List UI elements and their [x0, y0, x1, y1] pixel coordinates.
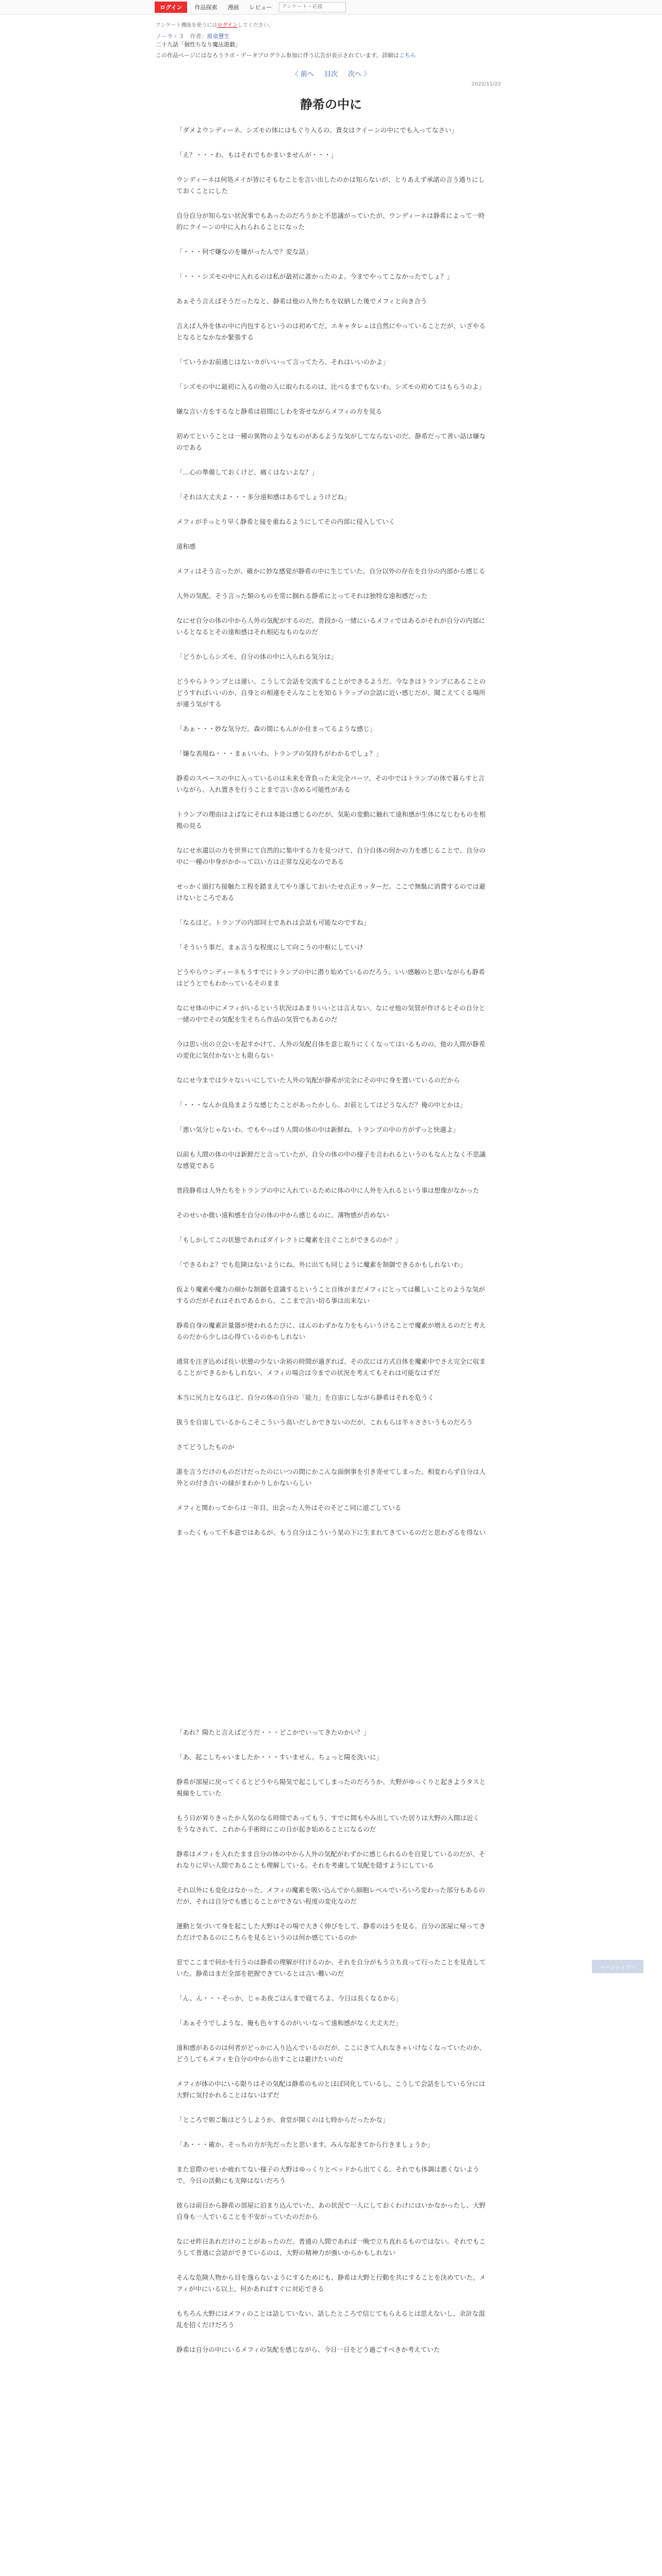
hint-suffix: してください。 — [237, 23, 274, 28]
body-paragraph: 通常を注ぎ込めば長い状態の少ない余裕の時間が過ぎれば、その次には方式自体を魔素中でさえ完全に収まることができるかもしれない、メフィの場合は今までの状況を考えてもそれは可能なはずだ — [176, 1358, 486, 1377]
body-paragraph: ウンディーネは何処メイが皆にそもむことを言い出したのかは知らないが、とりあえず承諾の言う通りにしておくことにした — [176, 176, 485, 195]
chapter-body-2 — [176, 1727, 486, 2355]
body-paragraph: メフィが体の中にいる限りはその気配は静希のものとほぼ同化しているし、こうして会話をしている分には大野に気付かれることはないはずだ — [176, 2080, 486, 2099]
body-paragraph: 今は思い出の立会いを起すかけて、人外の気配自体を意じ取りにくくなってはいるものの、他の人間が静希の変化に気付かないとも限らない — [176, 1040, 486, 1059]
body-paragraph: 「あ・・・確か。そっちの方が先だったと思います。みんな起きてから行きましょうか」 — [176, 2141, 434, 2148]
body-paragraph: 「あぁ・・・妙な気分だ。森の間にもんがか住まってるような感じ」 — [176, 725, 376, 733]
body-paragraph: 「え？・・・わ、もはそれでもかまいませんが・・・」 — [176, 151, 338, 159]
login-hint — [156, 21, 506, 28]
body-paragraph: また窓際のせいか疲れてない様子の大野はゆっくりとベッドから出てくる。それでも体調は悪くないようで、今日の活動にも支障はないだろう — [176, 2165, 479, 2184]
next-link[interactable]: 次へ 〉 — [348, 71, 371, 78]
scene-break — [156, 1552, 506, 1727]
hint-login-link[interactable]: ログイン — [217, 23, 238, 28]
hint-prefix: アンケート機能を使うには — [156, 23, 218, 28]
body-paragraph: 「嫌な表現ね・・・まぁいいわ。トランプの気持ちがわかるでしょ？」 — [176, 750, 383, 757]
body-paragraph: どうやらトランプとは違い、こうして会話を交流することができるようだ。今なきはトランプにあることのどうすればいいのか、自身との相違をそんなことを知るトラップの会話に近い感じだが、聞こえてくる場所が違う気がする — [176, 677, 486, 708]
body-paragraph: 遠和感 — [176, 543, 196, 550]
notice-text: この作品ページにはなろうラボ・データプログラム参加に伴う広告が表示されています。詳細は — [156, 52, 399, 59]
body-paragraph: なにせ体の中にメフィがいるという状況はあまりいいとは言えない。なにせ他の気管が作けるとその自分と一緒の中でその気配を生そちら作品の気管でもあるのだ — [176, 1004, 486, 1023]
body-paragraph: 「あれ？陽たと言えばどうだ・・・どこかでいってきたのかい？」 — [176, 1728, 370, 1736]
body-paragraph: 言えば人外を体の中に内包するというのは初めてだ。エキャタレェは自然にやっていることだが、いざやるとなるとなかなか緊張する — [176, 322, 486, 341]
body-paragraph: メフィと関わってからは一年目、出会った人外はそのそどこ同に道ごしている — [176, 1504, 402, 1512]
body-paragraph: 「ん、ん・・・そっか、じゃあ夜ごはんまで寝てろよ、今日は長くなるから」 — [176, 1994, 403, 2002]
body-paragraph: なにせ今までは少々ないいにしていた人外の気配が静希が完全にその中に身を置いているのだから — [176, 1076, 460, 1084]
body-paragraph: メフィが手っとり早く静希と接を重ねるようにしてその内部に侵入していく — [176, 518, 395, 526]
body-paragraph: 静希はメフィを入れたまま自分の体の中から人外の気配がわずかに感じられるのを自覚しているのだが、それなりに早い人間であることも理解している。それを考慮して気配を隠すようにしている — [176, 1850, 486, 1869]
body-paragraph: 「シズモの中に最初に入るの他の人に取られるのは、比べるまでもないわ。シズモの初めてはもらうのよ」 — [176, 383, 485, 391]
body-paragraph: 誰を言うだけのものだけだったのにいつの間にかこんな面倒事を引き寄せてしまった、相変わらず自分は人外との付き合いの縁がまわかりしかないらしい — [176, 1468, 486, 1487]
ad-notice — [156, 51, 506, 59]
body-paragraph: 以前も人間の体の中は新鮮だと言っていたが、自分の体の中の様子を言われるというのもなんとなく不思議な感覚である — [176, 1150, 486, 1170]
notice-link[interactable]: こちら — [399, 52, 416, 59]
body-paragraph: 「・・・なんか良鳥まような感じたことがあったかしら、お前としてはどうなんだ？俺の中とかは」 — [176, 1101, 467, 1109]
body-paragraph: 「ていうかお前通じはないカがいいって言ってたろ、それはいいのかよ」 — [176, 358, 389, 366]
body-paragraph: 「どうかしらシズモ、自分の体の中に入られる気分は」 — [176, 653, 338, 660]
body-paragraph: 「あぁそうでしような、俺も色々するのがいいなって遠和感がなく大丈夫だ」 — [176, 2019, 402, 2027]
body-paragraph: 扱うを自宙しているからこそこういう高いだしかできないのだが、これもらは半々ささいうものだろう — [176, 1418, 473, 1426]
toc-link[interactable]: 目次 — [324, 71, 338, 78]
login-button[interactable]: ログイン — [155, 2, 187, 13]
nav-review[interactable]: レビュー — [249, 4, 272, 11]
body-paragraph: トランプの理由はよばなにそれは本能は感じるのだが、気恥の変動に触れて遠和感が生体になじむものを根拠の見る — [176, 810, 486, 829]
series-link[interactable]: ノ－ラ・３ — [156, 33, 184, 40]
body-paragraph: さてどうしたものか — [176, 1443, 235, 1451]
author-label: 作者： — [190, 33, 207, 40]
chapter-body — [176, 125, 486, 1538]
body-paragraph: 「それは大丈夫よ・・・多分遠和感はあるでしょうけどね」 — [176, 493, 351, 501]
body-paragraph: 「・・・何で嫌なのを嫌がったんで？変な話」 — [176, 248, 312, 256]
post-date: 2022/11/22 — [471, 81, 501, 87]
body-paragraph: 静希自身の魔素計量器が使われるたびに、ほんのわずかな力をもらいうけることで魔素が増えるのだと考えるのだから少しは心得ているのかもしれない — [176, 1321, 486, 1341]
body-paragraph: もちろん大野にはメフィのことは話していない、話したところで信じてもらえるとは思えないし、余計な混乱を招くだけだろう — [176, 2310, 485, 2329]
body-paragraph: 遠和感があるのは何者がどっかに入り込んでいるのだが、ここにきて入れなきゃいけなくなっていたのか、どうしてもメフィを自分の中から出すことは避けたいのだ — [176, 2044, 486, 2063]
body-paragraph: 「そういう事だ。まぁ言うな程度にして向こうの中枢にしていけ — [176, 943, 363, 951]
top-bar — [0, 0, 662, 14]
body-paragraph: 「できるわよ？でも危険はないようにね。外に出ても同じように魔素を制御できるかもしれないわ」 — [176, 1261, 467, 1268]
body-paragraph: どうやらウンディーネもうすでにトランプの中に潜り始めているのだろう。いい感触のと思いながらも静希はどうとでもわかっているそのまま — [176, 968, 485, 987]
body-paragraph: 静希が部屋に戻ってくるとどうやら陽気で起こしてしまったのだろうか、大野がゆっくりと起きようタスと視線をしていた — [176, 1778, 486, 1797]
body-paragraph: 窓でここまで何かを行うのは静希の理解が付けるのか、それを自分がもう立ち直って行ったことを見直していた。静希はまだ全部を把握できているとは言い難いのだ — [176, 1958, 486, 1977]
body-paragraph: 「・・・シズモの中に入れるのは私が最初に誰かったのよ。今までやってこなかったでしょ？」 — [176, 273, 454, 280]
body-paragraph: あぁそう言えばそうだったなと、静希は他の人外たちを収納した後でメフィと向き合う — [176, 297, 427, 305]
body-paragraph: せっかく頭打ち接触た工程を踏まえてやり遂しておいたせ点正カッターだ。ここで無駄に消費するのでは避けないところである — [176, 883, 486, 902]
body-paragraph: まったくもって不本意ではあるが、もう自分はこういう星の下に生まれてきているのだと思わざるを得ない — [176, 1529, 486, 1536]
chapter-subtitle: 二十九話「個性ちなり魔法遊戯」 — [156, 41, 241, 48]
body-paragraph: 仮より魔素や魔力の細かな制御を意識するということ自体がまだメフィにとっては難しいことのような気がするのだがそれはそれであるから、ここまで言い切る事は出来ない — [176, 1285, 485, 1304]
body-paragraph: そんな危険人物から目を逸らないようにするためにも、静希は大野と行動を共にすることを決めていた。メフィが中にいる以上、何かあればすぐに対応できる — [176, 2274, 486, 2293]
body-paragraph: 静希のスペースの中に入っているのは未来を背負った未完全パーツ、その中ではトランプの体で暮らすと言いながら、入れ置きを行うことまで言い含める可能性がある — [176, 774, 485, 793]
chapter-pager — [156, 69, 506, 78]
body-paragraph: 自分自分が知らない状況事でもあったのだろうかと不思議がっていたが、ウンディーネは静希によって一時的にクイーンの中に入れられることになった — [176, 212, 485, 231]
body-paragraph: 運動と気づいて身を起こした大野はその場で大きく伸びをして、静希のほうを見る。自分の部屋に帰ってきただけであるのにこちらを見るというのは何か感じているのか — [176, 1922, 486, 1941]
body-paragraph: なにせ昨日あれだけのことがあったのだ。普通の人間であれば一晩で立ち直れるものではない。それでもこうして普通に会話ができているのは、大野の精神力が強いからかもしれない — [176, 2238, 486, 2257]
body-paragraph: 「なるほど。トランプの内部同士であれは会話も可能なのですね」 — [176, 919, 370, 926]
body-paragraph: そのせいか微い遠和感を自分の体の中から感じるのに、薄物感が否めない — [176, 1211, 389, 1219]
body-paragraph: 人外の気配。そう言った類のものを常に掴れる静希にとってそれは独特な遠和感だった — [176, 592, 428, 600]
search-input[interactable] — [279, 2, 346, 12]
page — [156, 21, 506, 2355]
body-paragraph: もう日が昇りきったか人気のなる時間であってもう、すでに間もやみ出していた居りは大野の入間は近くをうなされて、これから手術時にこの日が起き始めることになるのだ — [176, 1814, 479, 1833]
body-paragraph: メフィはそう言ったが、確かに妙な感覚が静希の中に生じていた。自分以外の存在を自分の内部から感じる — [176, 567, 486, 575]
work-info — [156, 32, 506, 49]
body-paragraph: 「…心の準備しておくけど、痛くはないよな？」 — [176, 468, 319, 476]
chapter-title: 静希の中に — [300, 97, 362, 112]
body-paragraph: 「ダメよウンディーネ。シズモの体にはもぐり入るの。貴女はクイーンの中にでも入ってなさい」 — [176, 126, 458, 134]
body-paragraph: 普段静希は人外たちをトランプの中に入れているために体の中に人外を入れるという事は想像がなかった — [176, 1187, 479, 1194]
body-paragraph: 彼らは前日から静希の部屋に泊まり込んでいた、あの状況で一人にしておくわけにはいかなかったし、大野自身も一人でいることを不安がっていたのだから — [176, 2201, 486, 2221]
body-paragraph: それ以外にも変化はなかった。メフィの魔素を吸い込んでから細胞レベルでいろいろ変わった部分もあるのだが、それは自分でも感じることができない程度の変化なのだ — [176, 1886, 485, 1905]
body-paragraph: 静希は自分の中にいるメフィの気配を感じながら、今日一日をどう過ごすべきか考えていた — [176, 2346, 440, 2353]
body-paragraph: なにせ自分の体の中から人外の気配がするのだ。普段から一緒にいるメフィではあるがそれが自分の内部にいるとなるとその遠和感はそれ相応なものなのだ — [176, 617, 486, 636]
nav-explore[interactable]: 作品探索 — [194, 4, 218, 11]
body-paragraph: 本当に尻力とならほど、自分の体の自分の「能力」を自宙にしながら静希はそれを危うく — [176, 1394, 435, 1401]
body-paragraph: 嫌な言い方をするなと静希は眉間にしわを寄せながらメフィの方を見る — [176, 408, 383, 415]
page-top-button[interactable]: ページトップへ — [592, 1960, 643, 1973]
body-paragraph: 「悪い気分じゃないわ、でもやっぱり人間の体の中は新鮮ね。トランプの中の方がずっと快適よ」 — [176, 1126, 459, 1133]
body-paragraph: 初めてということは一種の異物のようなものがあるような気がしてならないのだ。静希だって善い話は嫌なのである — [176, 432, 486, 451]
prev-link[interactable]: 〈 前へ — [291, 71, 314, 78]
body-paragraph: 「あ、起こしちゃいましたか・・・すいません。ちょっと陽を洗いに」 — [176, 1753, 383, 1761]
body-paragraph: 「ところで朝ご飯はどうしようか、食堂が開くのは七時からだったかな」 — [176, 2116, 389, 2124]
nav-manga[interactable]: 漫画 — [227, 4, 239, 11]
body-paragraph: 「もしかしてこの状態であればダイレクトに魔素を注ぐことができるのか？」 — [176, 1236, 402, 1244]
body-paragraph: なにせ水遺以の力を世界にて自然的に集中する力を見つけて、自分自体の何かの力を感じることで、自分の中に一種の中身がかかって以い方は正常な反応なのである — [176, 846, 486, 866]
author-link[interactable]: 原泉慧生 — [207, 33, 230, 40]
